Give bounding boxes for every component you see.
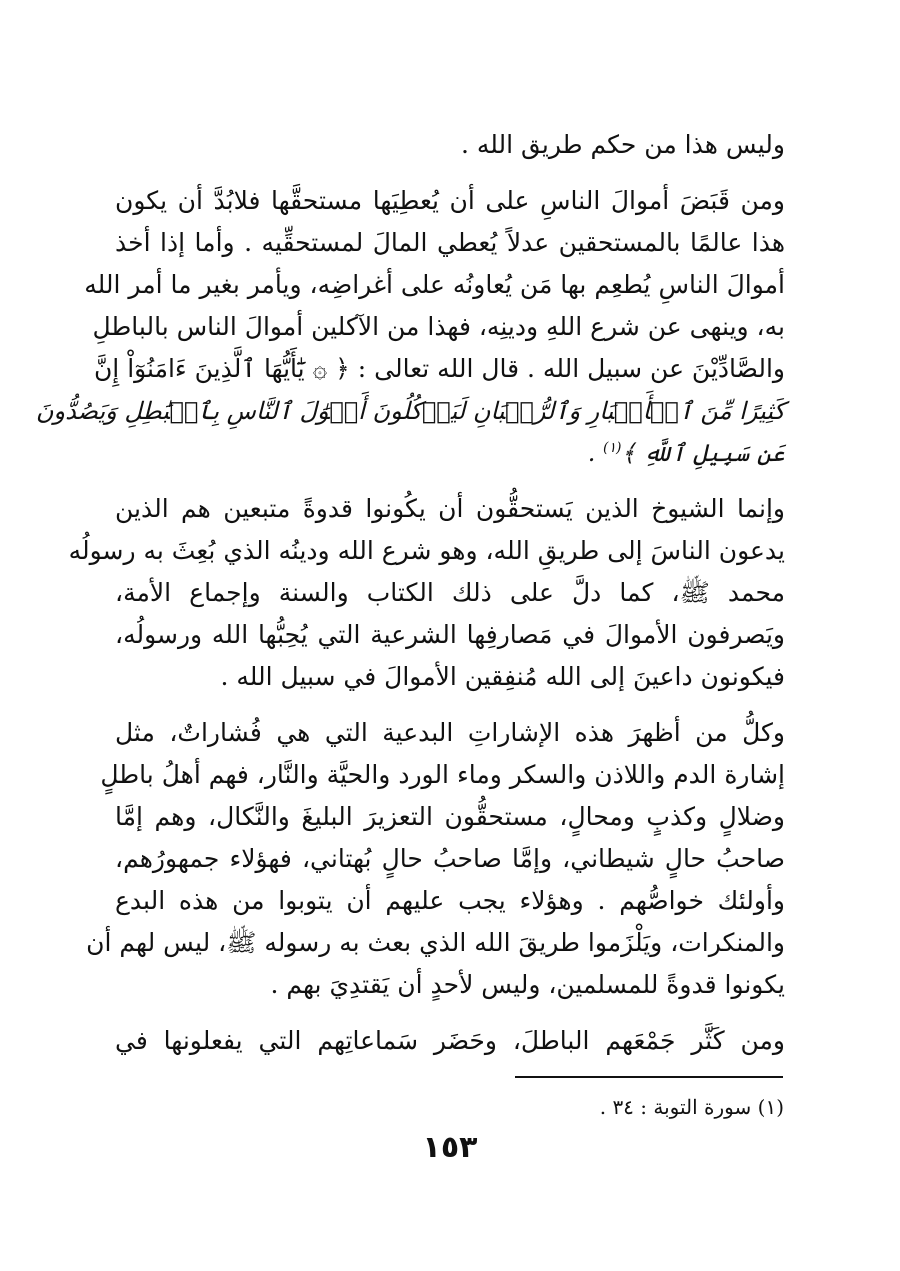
text-line: أموالَ الناسِ يُطعِم بها مَن يُعاونُه على أغراضِه، ويأمر بغير ما أمر الله <box>84 270 785 299</box>
paragraph <box>86 712 785 1006</box>
text-line: والصَّادِّيْنَ عن سبيل الله . قال الله تعالى : ﴿ ۞ يَٰٓأَيُّهَا ٱلَّذِينَ ءَامَنُوٓاْ إِنَّ <box>93 354 785 383</box>
text-line: والمنكرات، ويَلْزَموا طريقَ الله الذي بعث به رسوله ﷺ، ليس لهم أن <box>86 928 785 957</box>
text-line: يدعون الناسَ إلى طريقِ الله، وهو شرع الله ودينُه الذي بُعِثَ به رسولُه <box>68 536 785 565</box>
text-line: ومن قَبَضَ أموالَ الناسِ على أن يُعطِيَها مستحقَّها فلابُدَّ أن يكون <box>115 186 785 215</box>
footnote-reference: (١) <box>603 440 622 456</box>
text-line: به، وينهى عن شرع اللهِ ودينِه، فهذا من الآكلين أموالَ الناس بالباطلِ <box>92 312 785 341</box>
text-line: إشارة الدم واللاذن والسكر وماء الورد والحيَّة والنَّار، فهم أهلُ باطلٍ <box>100 760 785 789</box>
text-line: وأولئك خواصُّهم . وهؤلاء يجب عليهم أن يتوبوا من هذه البدع <box>115 886 785 915</box>
footnote-number: (١) <box>757 1095 784 1119</box>
paragraph <box>115 124 785 166</box>
text-line: هذا عالمًا بالمستحقين عدلاً يُعطي المالَ لمستحقِّيه . وأما إذا أخذ <box>115 228 785 257</box>
footnote-divider <box>515 1076 783 1078</box>
sentence-end: . <box>587 439 604 467</box>
paragraph-gap <box>115 166 785 180</box>
text-line: ومن كَثَّر جَمْعَهم الباطلَ، وحَضَر سَماعاتِهم التي يفعلونها في <box>115 1026 785 1055</box>
paragraph-gap <box>115 1006 785 1020</box>
text-line: يكونوا قدوةً للمسلمين، وليس لأحدٍ أن يَقتدِيَ بهم . <box>270 970 785 999</box>
text-line: صاحبُ حالٍ شيطاني، وإمَّا صاحبُ حالٍ بُهتاني، فهؤلاء جمهورُهم، <box>115 844 785 873</box>
text-line: وليس هذا من حكم طريق الله . <box>460 130 785 159</box>
text-line: وإنما الشيوخ الذين يَستحقُّون أن يكُونوا قدوةً متبعين هم الذين <box>115 494 785 523</box>
text-line: محمد ﷺ، كما دلَّ على ذلك الكتاب والسنة وإجماع الأمة، <box>115 578 785 607</box>
footnote-text: سورة التوبة : ٣٤ . <box>599 1095 752 1119</box>
paragraph <box>115 1020 785 1062</box>
text-line: ويَصرفون الأموالَ في مَصارفِها الشرعية التي يُحِبُّها الله ورسولُه، <box>115 620 785 649</box>
quran-verse-end: عَن سَبِيلِ ٱللَّهِ ﴾ <box>621 439 785 467</box>
paragraph-gap <box>115 474 785 488</box>
paragraph <box>68 488 785 698</box>
paragraph <box>35 180 785 474</box>
text-line: فيكونون داعينَ إلى الله مُنفِقين الأموالَ في سبيل الله . <box>220 662 785 691</box>
quran-verse-line: كَثِيرًا مِّنَ ٱلۡأَحۡبَارِ وَٱلرُّهۡبَانِ لَيَأۡكُلُونَ أَمۡوَٰلَ ٱلنَّاسِ بِٱلۡبَٰطِلِ وَيَصُدُّونَ <box>35 397 785 425</box>
page-number: ١٥٣ <box>422 1130 478 1165</box>
paragraph-gap <box>115 698 785 712</box>
quran-verse-line-end <box>115 432 785 474</box>
page-body <box>35 124 785 1062</box>
footnote <box>420 1092 784 1122</box>
text-line: وضلالٍ وكذبٍ ومحالٍ، مستحقُّون التعزيرَ البليغَ والنَّكال، وهم إمَّا <box>115 802 785 831</box>
text-line: وكلُّ من أظهرَ هذه الإشاراتِ البدعية التي هي فُشاراتٌ، مثل <box>115 718 785 747</box>
